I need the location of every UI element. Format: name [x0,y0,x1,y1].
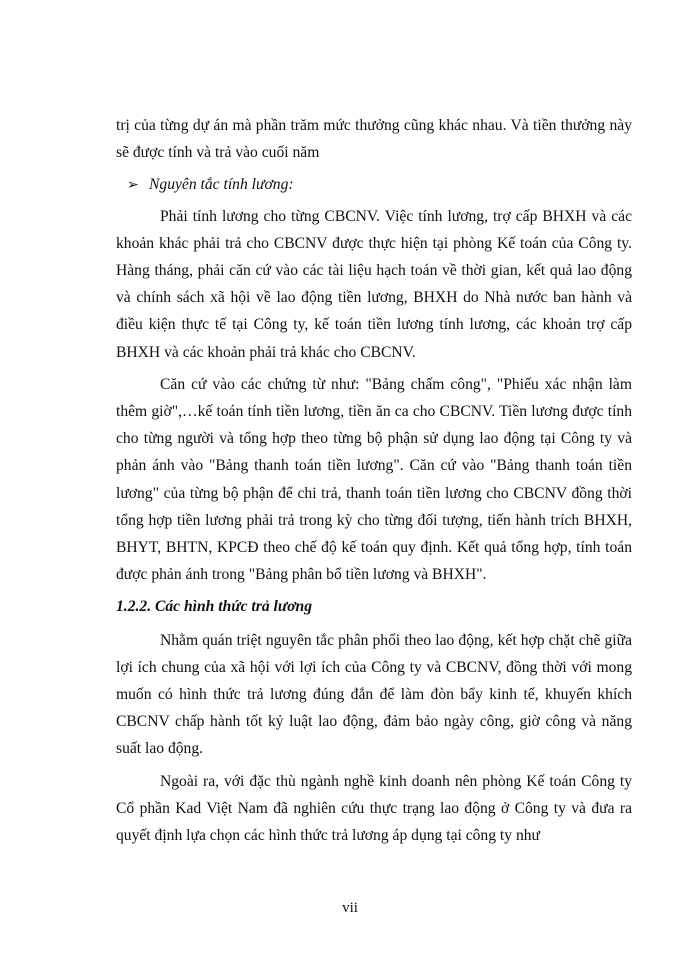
paragraph-distribution-principle: Nhằm quán triệt nguyên tắc phân phối theo lao động, kết hợp chặt chẽ giữa lợi ích chung của xã hội với lợi ích của Công ty và CBCNV, đồng thời với mong muốn có hình thức trả lương đúng đắn để làm đòn bẩy kinh tế, khuyến khích CBCNV chấp hành tốt kỷ luật lao động, đảm bảo ngày công, giờ công và năng suất lao động. [116,631,632,758]
paragraph-company-choice: Ngoài ra, với đặc thù ngành nghề kinh doanh nên phòng Kế toán Công ty Cổ phần Kad Việt Nam đã nghiên cứu thực trạng lao động ở Công ty và đưa ra quyết định lựa chọn các hình thức trả lương áp dụng tại công ty như [116,772,632,845]
document-page [116,112,632,854]
bullet-text: Nguyên tắc tính lương: [149,176,294,194]
page-number: vii [342,900,358,916]
paragraph-documents-basis: Căn cứ vào các chứng từ như: "Bảng chấm công", "Phiếu xác nhận làm thêm giờ",…kế toán tính tiền lương, tiền ăn ca cho CBCNV. Tiền lương được tính cho từng người và tổng hợp theo từng bộ phận sử dụng lao động tại Công ty và phản ánh vào "Bảng thanh toán tiền lương". Căn cứ vào "Bảng thanh toán tiền lương" của từng bộ phận để chi trả, thanh toán tiền lương cho CBCNV đồng thời tổng hợp tiền lương phải trả trong kỳ cho từng đối tượng, tiến hành trích BHXH, BHYT, BHTN, KPCĐ theo chế độ kế toán quy định. Kết quả tổng hợp, tính toán được phản ánh trong "Bảng phân bổ tiền lương và BHXH". [116,375,632,584]
paragraph-continuation: trị của từng dự án mà phần trăm mức thưởng cũng khác nhau. Và tiền thưởng này sẽ được tính và trả vào cuối năm [116,117,632,162]
section-heading: 1.2.2. Các hình thức trả lương [116,598,313,616]
arrow-bullet-icon: ➢ [127,178,139,194]
paragraph-salary-calculation: Phải tính lương cho từng CBCNV. Việc tính lương, trợ cấp BHXH và các khoản khác phải trả cho CBCNV được thực hiện tại phòng Kế toán của Công ty. Hàng tháng, phải căn cứ vào các tài liệu hạch toán về thời gian, kết quả lao động và chính sách xã hội về lao động tiền lương, BHXH do Nhà nước ban hành và điều kiện thực tế tại Công ty, kế toán tiền lương tính lương, các khoản trợ cấp BHXH và các khoản phải trả khác cho CBCNV. [116,207,632,361]
bullet-item-principles [116,171,632,199]
